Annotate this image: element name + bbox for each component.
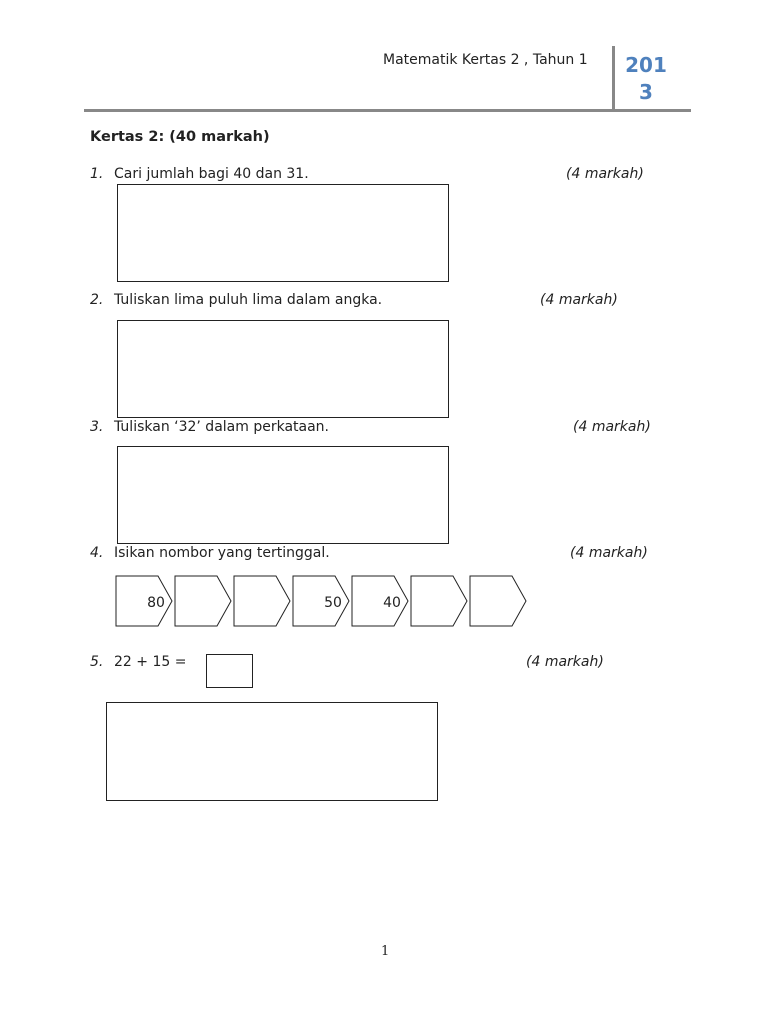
question-3 [90, 419, 329, 435]
header-divider-vertical [612, 46, 615, 112]
sequence-cell-4[interactable] [293, 576, 349, 626]
question-4-text: Isikan nombor yang tertinggal. [114, 545, 330, 561]
question-4-number: 4. [90, 545, 104, 561]
sequence-cell-5[interactable] [352, 576, 408, 626]
answer-box-5[interactable] [106, 702, 438, 801]
question-4 [90, 545, 330, 561]
answer-box-3[interactable] [117, 446, 449, 544]
question-3-number: 3. [90, 419, 104, 435]
question-2 [90, 292, 382, 308]
header-year-line2: 3 [639, 80, 653, 104]
question-5-marks: (4 markah) [526, 654, 604, 670]
section-title: Kertas 2: (40 markah) [90, 129, 270, 145]
header-divider-horizontal [84, 109, 691, 112]
number-sequence [110, 570, 540, 632]
question-1-number: 1. [90, 166, 104, 182]
question-5-answer-slot[interactable] [206, 654, 253, 688]
answer-box-1[interactable] [117, 184, 449, 282]
sequence-cell-2[interactable] [175, 576, 231, 626]
question-2-marks: (4 markah) [540, 292, 618, 308]
sequence-cell-1[interactable] [116, 576, 172, 626]
question-2-text: Tuliskan lima puluh lima dalam angka. [114, 292, 383, 308]
sequence-cell-6[interactable] [411, 576, 467, 626]
header-subject: Matematik Kertas 2 , Tahun 1 [383, 52, 588, 68]
question-5 [90, 654, 186, 670]
sequence-value-4: 50 [324, 595, 342, 611]
question-2-number: 2. [90, 292, 104, 308]
question-1-text: Cari jumlah bagi 40 dan 31. [114, 166, 309, 182]
sequence-cell-3[interactable] [234, 576, 290, 626]
answer-box-2[interactable] [117, 320, 449, 418]
header-year [616, 52, 676, 106]
question-5-text: 22 + 15 = [114, 654, 187, 670]
sequence-cell-7[interactable] [470, 576, 526, 626]
question-4-marks: (4 markah) [570, 545, 648, 561]
question-1 [90, 166, 309, 182]
sequence-value-5: 40 [383, 595, 401, 611]
question-1-marks: (4 markah) [566, 166, 644, 182]
question-3-text: Tuliskan ‘32’ dalam perkataan. [114, 419, 329, 435]
question-5-number: 5. [90, 654, 104, 670]
page-number: 1 [381, 944, 390, 959]
question-3-marks: (4 markah) [573, 419, 651, 435]
sequence-value-1: 80 [147, 595, 165, 611]
header-year-line1: 201 [625, 53, 667, 77]
